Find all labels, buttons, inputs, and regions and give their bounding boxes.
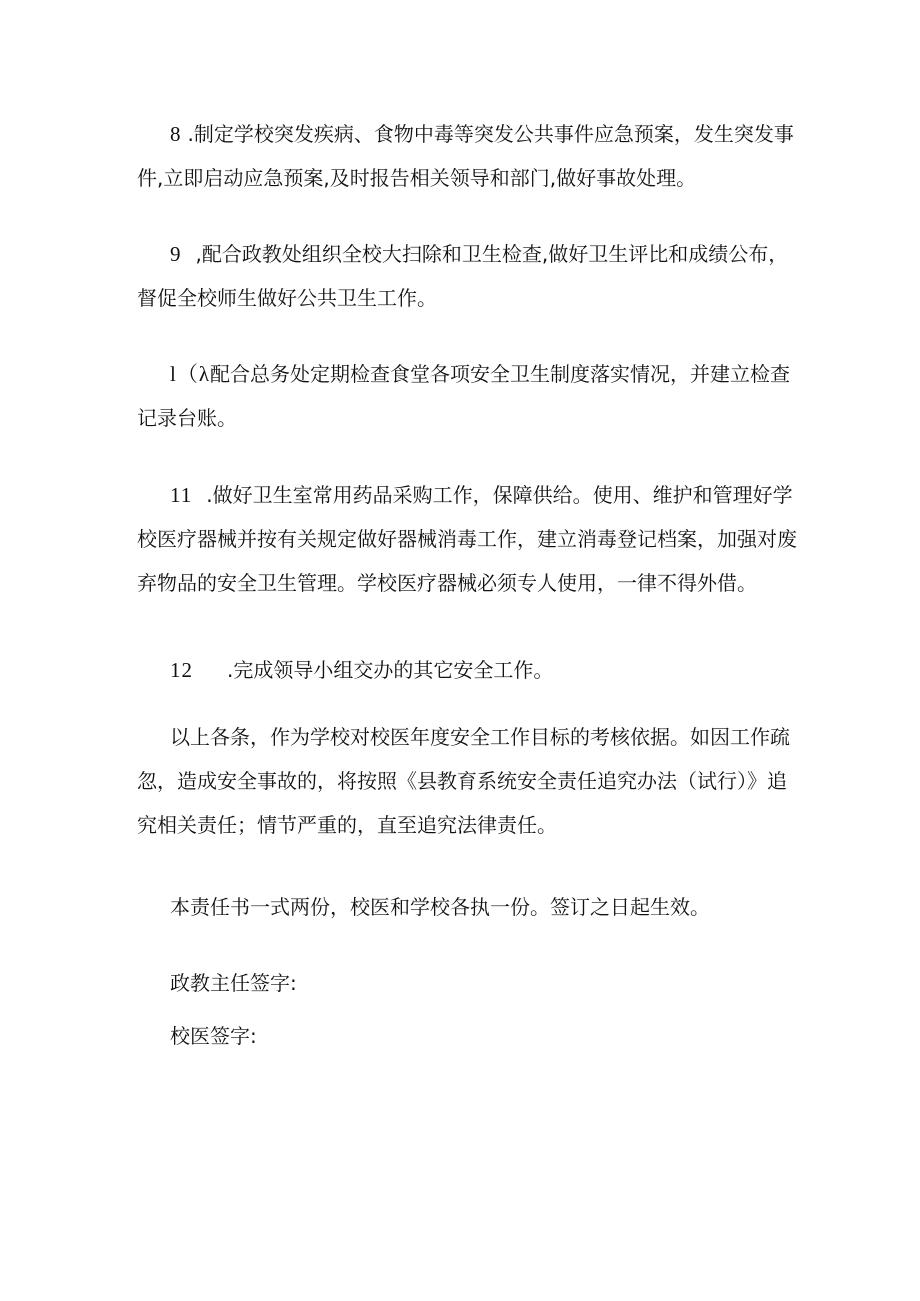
item-number: l（λ [170,362,211,386]
item-number: 11 [170,483,193,507]
item-number: 12 [170,658,193,682]
item-9 [137,232,797,320]
item-number: 8 [170,122,182,146]
director-signature-label: 政教主任签字: [170,971,297,995]
item-text: .做好卫生室常用药品采购工作，保障供给。使用、维护和管理好学校医疗器械并按有关规定做好器械消毒工作，建立消毒登记档案，加强对废弃物品的安全卫生管理。学校医疗器械必须专人使用，一律不得外借。 [137,483,797,595]
item-text: ,配合政教处组织全校大扫除和卫生检查,做好卫生评比和成绩公布，督促全校师生做好公共卫生工作。 [137,242,789,310]
summary-paragraph: 以上各条，作为学校对校医年度安全工作目标的考核依据。如因工作疏忽，造成安全事故的，将按照《县教育系统安全责任追究办法（试行）》追究相关责任；情节严重的，直至追究法律责任。 [137,725,790,837]
item-text: 配合总务处定期检查食堂各项安全卫生制度落实情况，并建立检查记录台账。 [137,362,791,430]
item-11 [137,473,797,605]
item-10 [137,352,797,440]
copies-note: 本责任书一式两份，校医和学校各执一份。签订之日起生效。 [170,895,710,919]
item-12 [137,648,797,692]
item-text: .制定学校突发疾病、食物中毒等突发公共事件应急预案，发生突发事件,立即启动应急预案,及时报告相关领导和部门,做好事故处理。 [137,122,794,190]
item-8 [137,112,797,200]
item-number: 9 [170,242,182,266]
item-text: .完成领导小组交办的其它安全工作。 [227,658,554,682]
doctor-signature-label: 校医签字: [170,1024,257,1048]
